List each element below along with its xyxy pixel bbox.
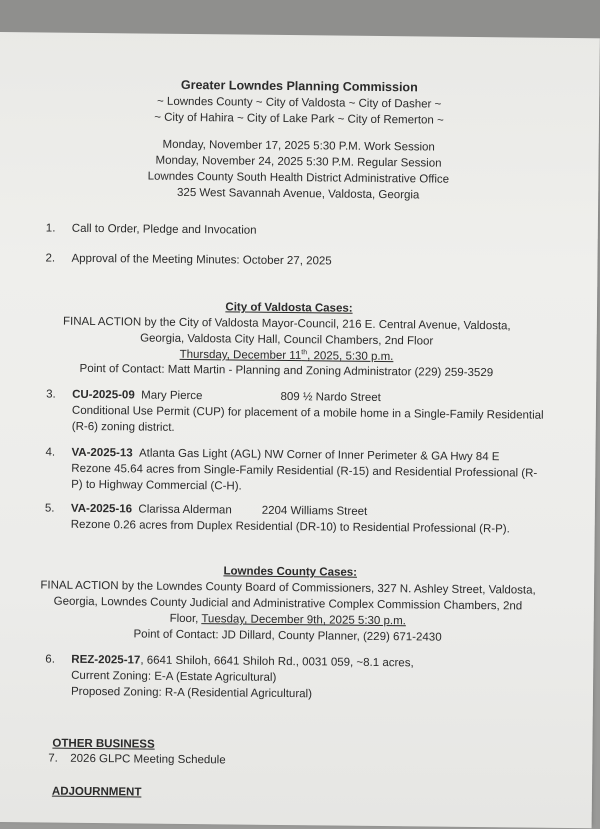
other-business-heading: OTHER BUSINESS [52,737,155,751]
document-page [0,22,600,828]
case-id: VA-2025-13 [71,446,133,460]
applicant-name: Mary Pierce [141,389,203,403]
lowndes-final-action-line-3: Floor, Tuesday, December 9th, 2025 5:30 p.m. [169,612,406,628]
meeting-office: Lowndes County South Health District Administrative Office [147,170,450,186]
lowndes-final-action-line-1: FINAL ACTION by the Lowndes County Board of Commissioners, 327 N. Ashley Street, Valdosta, [40,579,536,597]
agenda-item-number: 2. [45,252,56,265]
applicant-name: Clarissa Alderman [138,503,232,517]
case-6-header: 6. REZ-2025-17, 6641 Shiloh, 6641 Shiloh Rd., 0031 059, ~8.1 acres, [45,653,414,670]
meeting-address: 325 West Savannah Avenue, Valdosta, Georgia [177,186,420,202]
case-id: REZ-2025-17 [71,653,141,667]
case-6-proposed-zoning: Proposed Zoning: R-A (Residential Agricultural) [70,685,313,701]
agenda-item-text: 2026 GLPC Meeting Schedule [70,752,226,767]
lowndes-meeting-date: Tuesday, December 9th, 2025 5:30 p.m. [201,613,406,628]
lowndes-section-title: Lowndes County Cases: [223,565,358,579]
case-location: 809 ½ Nardo Street [280,390,381,405]
valdosta-final-action-line-1: FINAL ACTION by the City of Valdosta Mayor-Council, 216 E. Central Avenue, Valdosta, [62,315,511,333]
agenda-item-text: Call to Order, Pledge and Invocation [71,222,257,237]
case-location: 2204 Williams Street [261,504,368,518]
agenda-item-2 [45,252,331,267]
case-5-description-1: Rezone 0.26 acres from Duplex Residential (DR-10) to Residential Professional (R-P). [70,518,510,536]
case-3-header: 3. CU-2025-09 Mary Pierce 809 ½ Nardo Street [46,388,381,405]
case-id: VA-2025-16 [70,502,133,516]
adjournment-heading: ADJOURNMENT [51,785,142,799]
lowndes-final-action-line-2: Georgia, Lowndes County Judicial and Administrative Complex Commission Chambers, 2nd [53,595,523,613]
valdosta-final-action-line-2: Georgia, Valdosta City Hall, Council Chambers, 2nd Floor [140,332,434,348]
case-id: CU-2025-09 [72,388,135,402]
agenda-item-7: 7. 2026 GLPC Meeting Schedule [48,752,226,767]
valdosta-section-title: City of Valdosta Cases: [225,301,353,315]
agenda-item-text: Approval of the Meeting Minutes: October 27, 2025 [71,252,332,268]
case-3-description-2: (R-6) zoning district. [71,420,175,434]
jurisdictions-line-2: ~ City of Hahira ~ City of Lake Park ~ City of Remerton ~ [154,111,444,127]
commission-title: Greater Lowndes Planning Commission [180,77,418,95]
work-session-date: Monday, November 17, 2025 5:30 P.M. Work Session [162,138,435,154]
valdosta-point-of-contact: Point of Contact: Matt Martin - Planning and Zoning Administrator (229) 259-3529 [79,362,494,380]
applicant-name: Atlanta Gas Light (AGL) NW Corner of Inner Perimeter & GA Hwy 84 E [138,447,500,464]
case-5-header: 5. VA-2025-16 Clarissa Alderman 2204 Williams Street [44,502,368,518]
agenda-item-number: 1. [45,222,56,235]
lowndes-point-of-contact: Point of Contact: JD Dillard, County Planner, (229) 671-2430 [133,628,442,644]
case-4-description-2: P) to Highway Commercial (C-H). [71,478,242,493]
case-4-description-1: Rezone 45.64 acres from Single-Family Residential (R-15) and Residential Professional (R- [71,462,538,480]
case-details: , 6641 Shiloh, 6641 Shiloh Rd., 0031 059, ~8.1 acres, [140,654,414,670]
case-3-description-1: Conditional Use Permit (CUP) for placement of a mobile home in a Single-Family Residential [71,404,544,422]
regular-session-date: Monday, November 24, 2025 5:30 P.M. Regular Session [155,154,442,170]
case-4-header: 4. VA-2025-13 Atlanta Gas Light (AGL) NW Corner of Inner Perimeter & GA Hwy 84 E [45,446,500,464]
jurisdictions-line-1: ~ Lowndes County ~ City of Valdosta ~ City of Dasher ~ [156,95,442,111]
case-6-current-zoning: Current Zoning: E-A (Estate Agricultural) [71,669,277,684]
valdosta-meeting-date: Thursday, December 11th, 2025, 5:30 p.m. [179,348,394,363]
agenda-item-1 [46,222,257,236]
